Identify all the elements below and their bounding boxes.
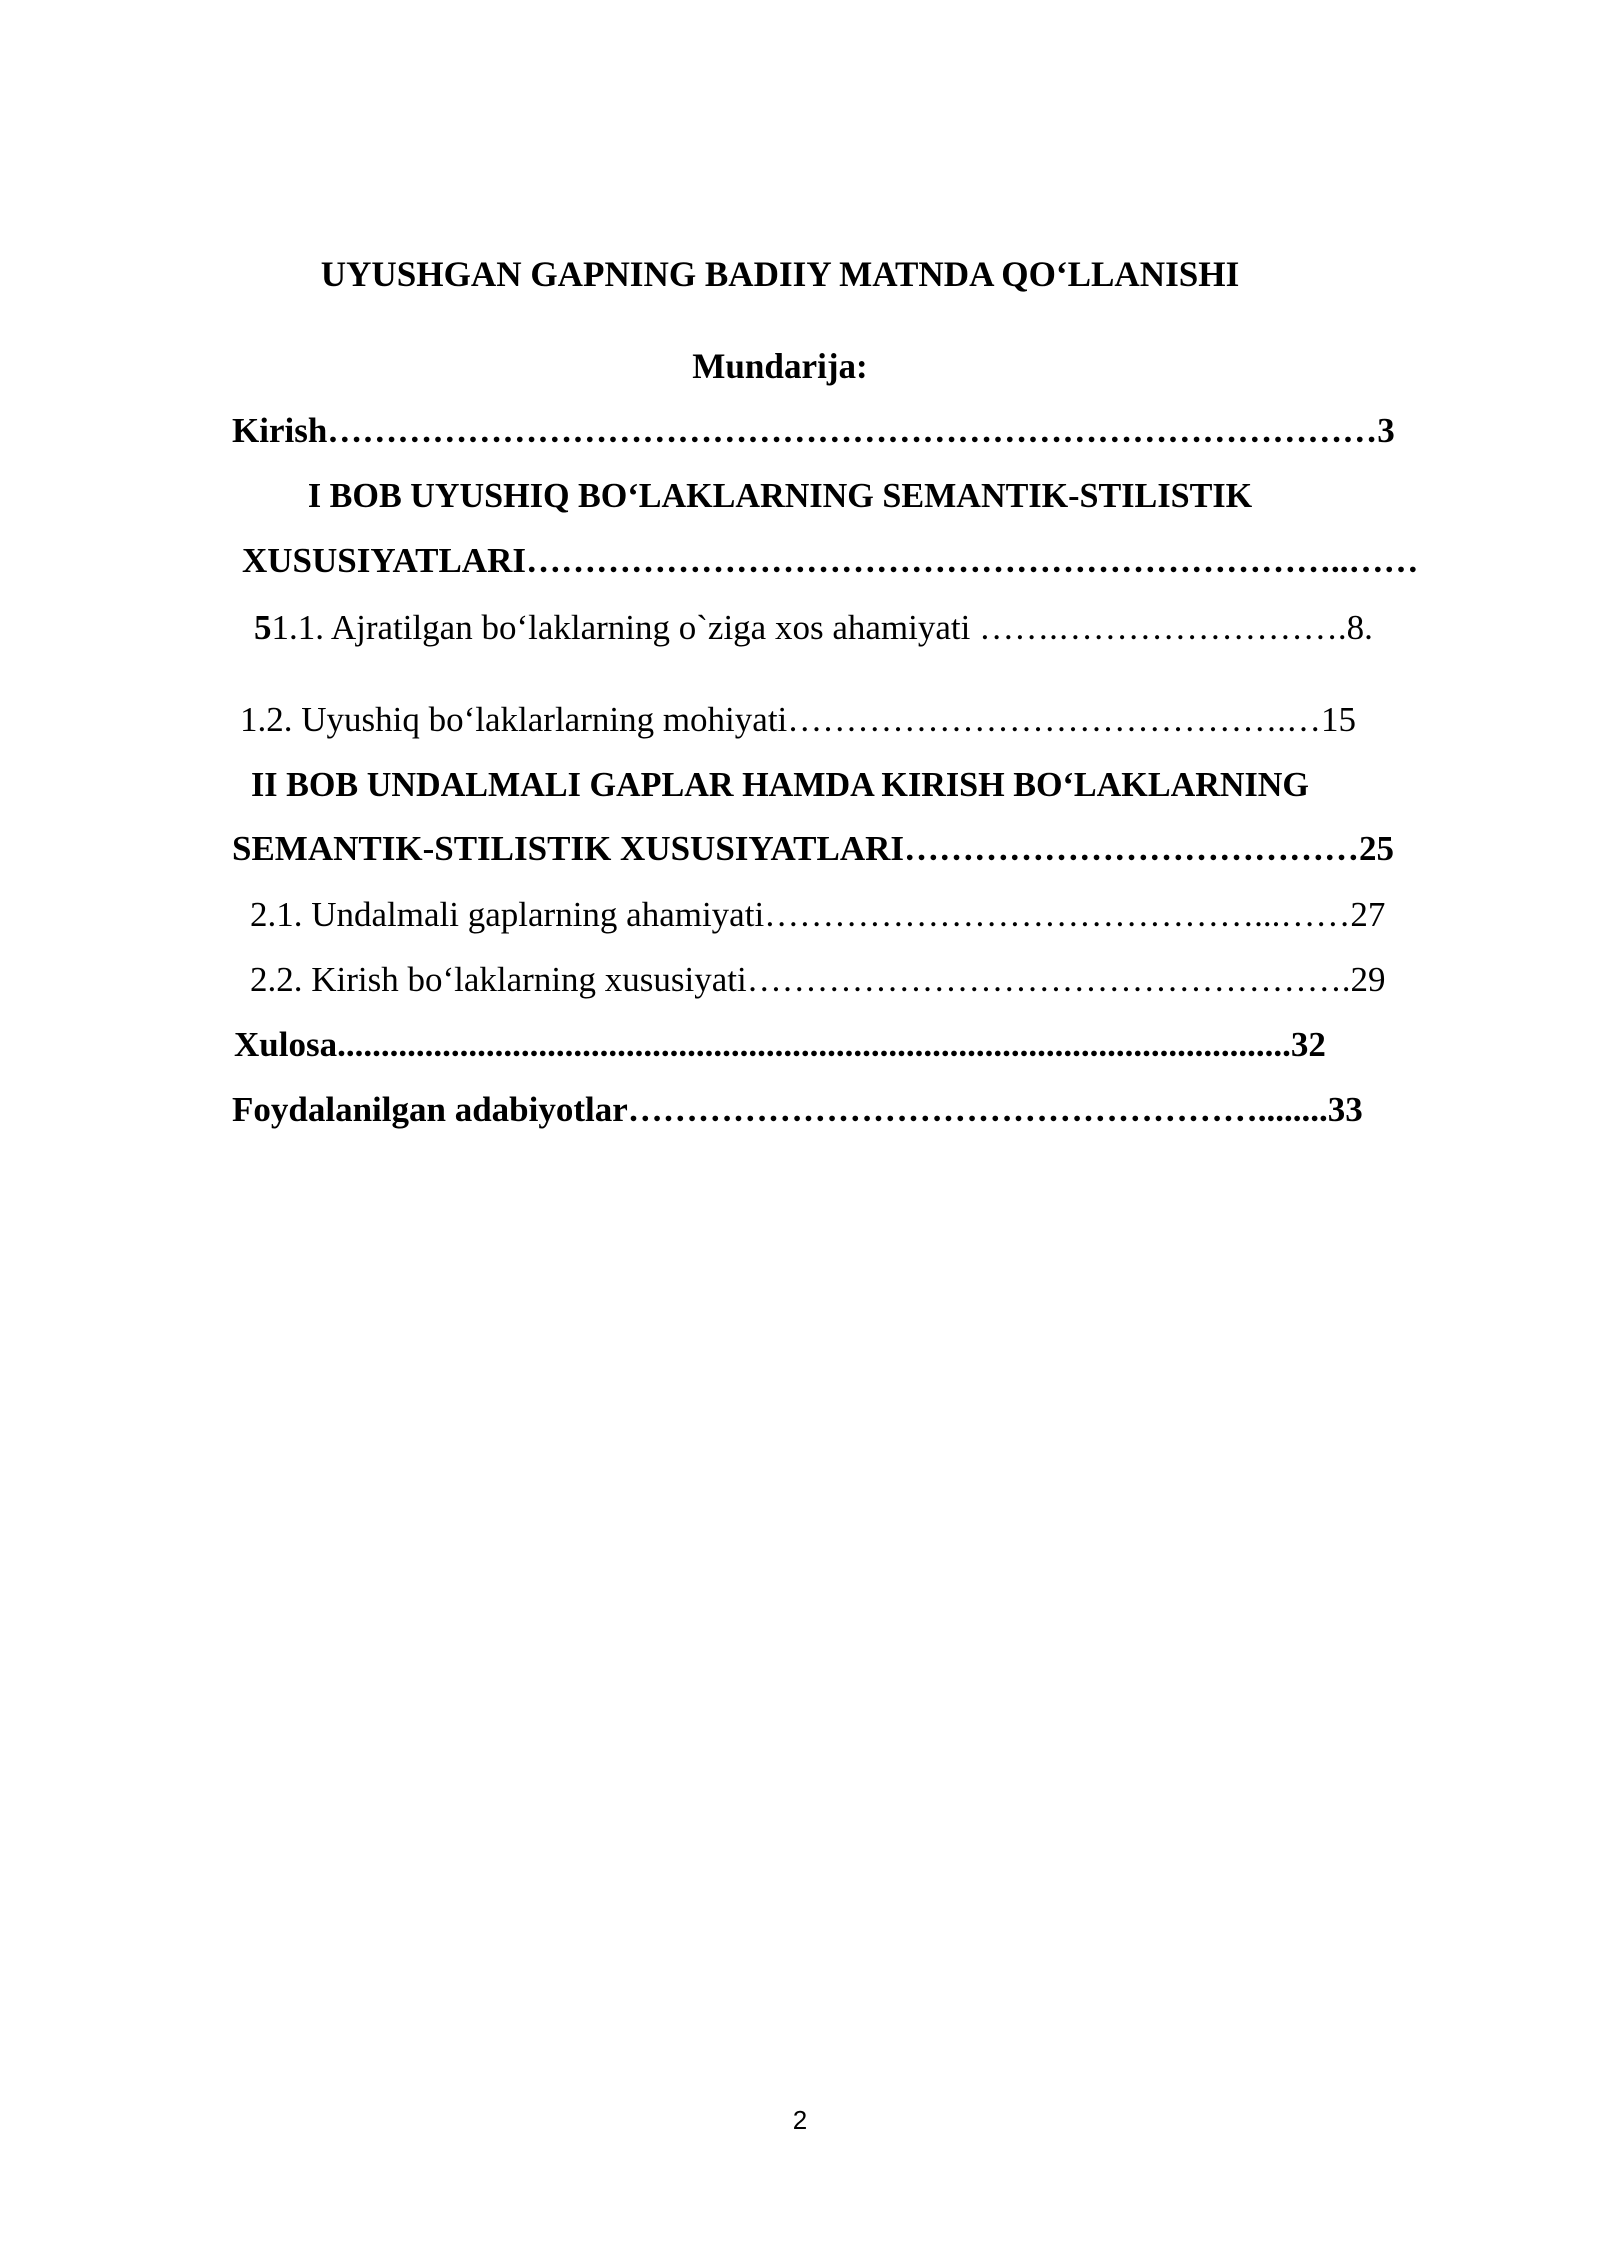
toc-entry-bob1-line2: XUSUSIYATLARI……………………………………………………………..…… [242,541,1419,580]
toc-entry-kirish: Kirish………………………………………………………………………………3 [232,411,1395,450]
toc-bob1-page-number: 5 [254,608,272,647]
toc-entry-bob1-line1: I BOB UYUSHIQ BO‘LAKLARNING SEMANTIK-STILISTIK [307,476,1253,515]
page-number: 2 [792,2105,808,2135]
toc-entry-xulosa: Xulosa.............................................................................................................32 [234,1025,1326,1064]
document-title: UYUSHGAN GAPNING BADIIY MATNDA QO‘LLANISHI [320,254,1240,294]
toc-entry-adabiyotlar: Foydalanilgan adabiyotlar………………………………………………........33 [232,1090,1363,1129]
toc-entry-bob2-line1: II BOB UNDALMALI GAPLAR HAMDA KIRISH BO‘LAKLARNING [251,765,1309,804]
toc-entry-bob2-line2: SEMANTIK-STILISTIK XUSUSIYATLARI…………………………………25 [232,829,1395,868]
toc-entry-2-2: 2.2. Kirish bo‘laklarning xususiyati…………………………………………….29 [250,960,1386,999]
toc-entry-1-1 [254,606,1373,650]
toc-heading: Mundarija: [692,346,868,386]
toc-entry-1-1-text: 1.1. Ajratilgan bo‘laklarning o`ziga xos ahamiyati …….…………………….8. [271,608,1373,647]
toc-entry-2-1: 2.1. Undalmali gaplarning ahamiyati……………………………………...……27 [250,895,1386,934]
toc-entry-1-2: 1.2. Uyushiq bo‘laklarlarning mohiyati…………………………………….…15 [240,700,1357,739]
